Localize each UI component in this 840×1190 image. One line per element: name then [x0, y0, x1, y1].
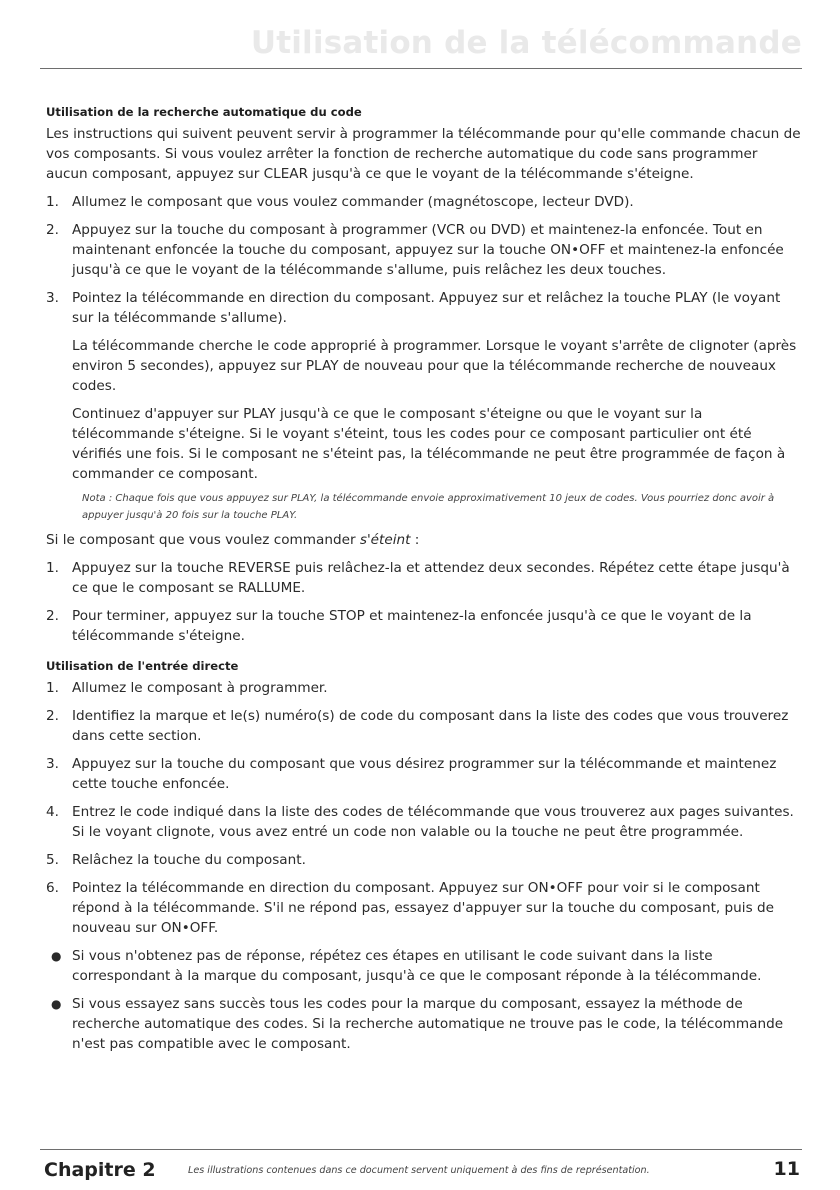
off-step-1: [46, 558, 801, 598]
footer-rule: [40, 1149, 802, 1150]
bullet-icon: ●: [51, 997, 62, 1011]
off-intro-end: :: [410, 532, 420, 548]
nota-note: Nota : Chaque fois que vous appuyez sur PLAY, la télécommande envoie approximativement 10 jeux de codes. Vous pourriez donc avoir à appuyer jusqu'à 20 fois sur la touche PLAY.: [82, 493, 775, 521]
page-content: [46, 104, 801, 1062]
auto-search-intro: Les instructions qui suivent peuvent servir à programmer la télécommande pour qu'elle commande chacun de vos composants. Si vous voulez arrêter la fonction de recherche automatique du code sans programmer aucun composant, appuyez sur CLEAR jusqu'à ce que le voyant de la télécommande s'éteigne.: [46, 126, 801, 182]
direct-step-6: [46, 878, 801, 938]
step-text: Allumez le composant que vous voulez commander (magnétoscope, lecteur DVD).: [72, 194, 634, 210]
page-header-title: Utilisation de la télécommande: [250, 25, 802, 61]
step-number: 3.: [46, 756, 59, 772]
step-text: Appuyez sur la touche du composant que vous désirez programmer sur la télécommande et maintenez cette touche enfoncée.: [72, 756, 777, 792]
step-text: Relâchez la touche du composant.: [72, 852, 306, 868]
direct-step-2: [46, 706, 801, 746]
step-number: 2.: [46, 608, 59, 624]
step-number: 1.: [46, 680, 59, 696]
bullet-icon: ●: [51, 949, 62, 963]
auto-step-3: [46, 288, 801, 328]
bullet-text: Si vous essayez sans succès tous les codes pour la marque du composant, essayez la méthode de recherche automatique des codes. Si la recherche automatique ne trouve pas le code, la télécommande n'est pas compatible avec le composant.: [72, 996, 784, 1052]
off-step-2: [46, 606, 801, 646]
off-intro-text: Si le composant que vous voulez commander: [46, 532, 360, 548]
step-text: Appuyez sur la touche REVERSE puis relâchez-la et attendez deux secondes. Répétez cette étape jusqu'à ce que le composant se RALLUME.: [72, 560, 790, 596]
auto-step-2: [46, 220, 801, 280]
step-number: 4.: [46, 804, 59, 820]
step-number: 1.: [46, 194, 59, 210]
direct-step-4: [46, 802, 801, 842]
step-text: Pointez la télécommande en direction du composant. Appuyez sur et relâchez la touche PLAY (le voyant sur la télécommande s'allume).: [72, 290, 781, 326]
section-heading-direct-entry: Utilisation de l'entrée directe: [46, 659, 239, 673]
step-number: 5.: [46, 852, 59, 868]
section-heading-auto-search: Utilisation de la recherche automatique du code: [46, 105, 362, 119]
direct-step-3: [46, 754, 801, 794]
footer-chapter: Chapitre 2: [44, 1159, 156, 1181]
step-number: 2.: [46, 708, 59, 724]
page-number: 11: [773, 1158, 800, 1180]
step-text: Allumez le composant à programmer.: [72, 680, 328, 696]
bullet-text: Si vous n'obtenez pas de réponse, répétez ces étapes en utilisant le code suivant dans la liste correspondant à la marque du composant, jusqu'à ce que le composant réponde à la télécommande.: [72, 948, 762, 984]
step-text: Pour terminer, appuyez sur la touche STOP et maintenez-la enfoncée jusqu'à ce que le voyant de la télécommande s'éteigne.: [72, 608, 752, 644]
step-text: Appuyez sur la touche du composant à programmer (VCR ou DVD) et maintenez-la enfoncée. Tout en maintenant enfoncée la touche du composant, appuyez sur la touche ON•OFF et maintenez-la enfoncée jusqu'à ce que le voyant de la télécommande s'allume, puis relâchez les deux touches.: [72, 222, 784, 278]
bullet-item-1: [46, 946, 801, 986]
step-number: 6.: [46, 880, 59, 896]
header-rule: [40, 68, 802, 69]
step-text: Pointez la télécommande en direction du composant. Appuyez sur ON•OFF pour voir si le composant répond à la télécommande. S'il ne répond pas, essayez d'appuyer sur la touche du composant, puis de nouveau sur ON•OFF.: [72, 880, 774, 936]
off-intro-emphasis: s'éteint: [359, 532, 411, 548]
bullet-item-2: [46, 994, 801, 1054]
step3-paragraph-2: Continuez d'appuyer sur PLAY jusqu'à ce que le composant s'éteigne ou que le voyant sur la télécommande s'éteigne. Si le voyant s'éteint, tous les codes pour ce composant particulier ont été vérifiés une fois. Si le composant ne s'éteint pas, la télécommande ne peut être programmée de façon à commander ce composant.: [72, 406, 786, 482]
step-number: 2.: [46, 222, 59, 238]
step3-paragraph-1: La télécommande cherche le code approprié à programmer. Lorsque le voyant s'arrête de clignoter (après environ 5 secondes), appuyez sur PLAY de nouveau pour que la télécommande recherche de nouveaux codes.: [72, 338, 797, 394]
step-text: Entrez le code indiqué dans la liste des codes de télécommande que vous trouverez aux pages suivantes. Si le voyant clignote, vous avez entré un code non valable ou la touche ne peut être programmée.: [72, 804, 794, 840]
footer-disclaimer: Les illustrations contenues dans ce document servent uniquement à des fins de représentation.: [188, 1165, 650, 1176]
direct-step-1: [46, 678, 801, 698]
auto-step-1: [46, 192, 801, 212]
step-number: 3.: [46, 290, 59, 306]
step-number: 1.: [46, 560, 59, 576]
component-off-intro: [46, 530, 801, 550]
direct-step-5: [46, 850, 801, 870]
step-text: Identifiez la marque et le(s) numéro(s) de code du composant dans la liste des codes que vous trouverez dans cette section.: [72, 708, 789, 744]
